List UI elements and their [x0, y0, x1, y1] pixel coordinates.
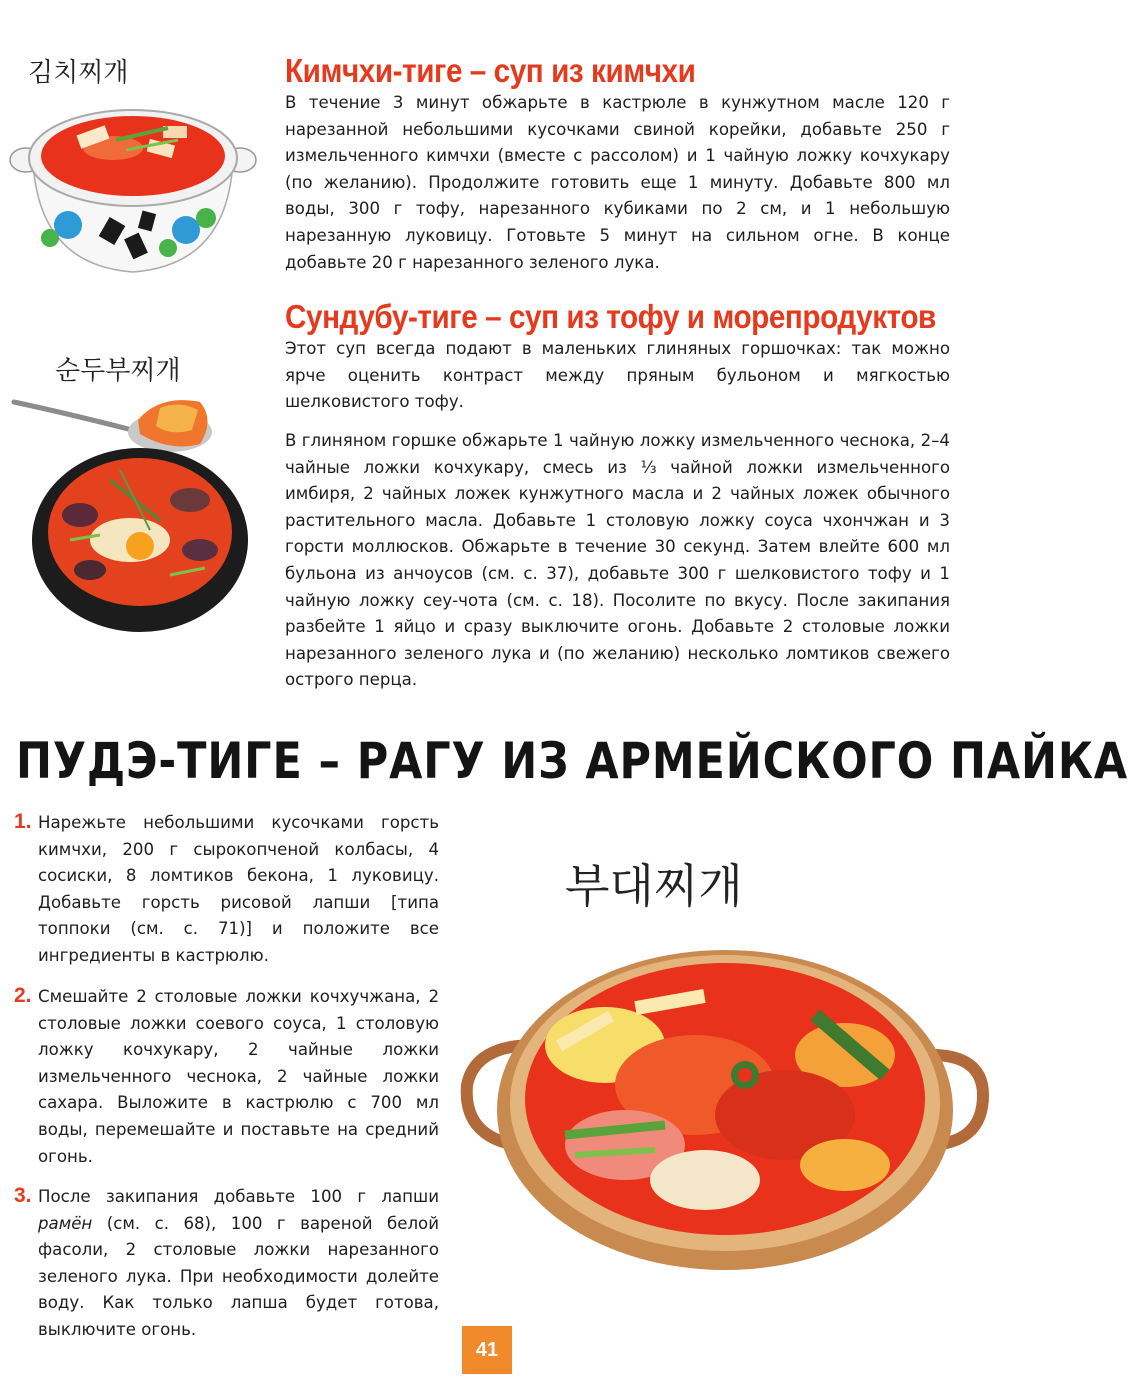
- budae-title: ПУДЭ-ТИГЕ – РАГУ ИЗ АРМЕЙСКОГО ПАЙКА: [16, 732, 1128, 790]
- budae-step-2: [14, 984, 439, 1170]
- kimchi-recipe-text: В течение 3 минут обжарьте в кастрюле в кунжутном масле 120 г нарезанной небольшими кусочками свиной корейки, добавьте 250 г измельченного кимчхи (вместе с рассолом) и 1 чайную ложку кочхукару (по желанию). Продолжите готовить еще 1 минуту. Добавьте 800 мл воды, 300 г тофу, нарезанного кубиками по 2 см, и 1 небольшую нарезанную луковицу. Готовьте 5 минут на сильном огне. В конце добавьте 20 г нарезанного зеленого лука.: [285, 93, 950, 272]
- step-number: 3.: [14, 1184, 32, 1207]
- kimchi-bowl-illustration: [8, 90, 258, 290]
- sundubu-recipe-text: В глиняном горшке обжарьте 1 чайную ложку измельченного чеснока, 2–4 чайные ложки кочхукару, смесь из ⅓ чайной ложки измельченного имбиря, 2 чайных ложек кунжутного масла и 2 чайных ложек обычного растительного масла. Добавьте 1 столовую ложку соуса чхончжан и 3 горсти моллюсков. Обжарьте в течение 30 секунд. Затем влейте 600 мл бульона из анчоусов (см. с. 37), добавьте 300 г шелковистого тофу и 1 чайную ложку сеу-чота (см. с. 18). Посолите по вкусу. После закипания разбейте 1 яйцо и сразу выключите огонь. Добавьте 2 столовые ложки нарезанного зеленого лука и (по желанию) несколько ломтиков свежего острого перца.: [285, 431, 950, 690]
- budae-korean-label: 부대찌개: [565, 859, 743, 913]
- step-text: [38, 1184, 439, 1344]
- sundubu-korean-label: 순두부찌개: [55, 356, 181, 386]
- kimchi-korean-label: 김치찌개: [28, 58, 129, 88]
- step-text-italic: рамён: [38, 1213, 93, 1233]
- sundubu-title: Сундубу-тиге – суп из тофу и морепродуктов: [285, 298, 936, 335]
- step-text-end: (см. с. 68), 100 г вареной белой фасоли, 2 столовые ложки нарезанного зеленого лука. При необходимости долейте воду. Как только лапша будет готова, выключите огонь.: [38, 1213, 439, 1339]
- budae-step-1: [14, 810, 439, 970]
- kimchi-title: Кимчхи-тиге – суп из кимчхи: [285, 52, 696, 89]
- budae-pot-illustration: [455, 935, 995, 1320]
- step-number: 2.: [14, 984, 32, 1007]
- step-text-start: После закипания добавьте 100 г лапши: [38, 1187, 439, 1206]
- step-text: Смешайте 2 столовые ложки кочхучжана, 2 столовые ложки соевого соуса, 1 столовую ложку кочхукару, 2 чайные ложки измельченного чеснока, 2 чайные ложки сахара. Выложите в кастрюлю с 700 мл воды, перемешайте и поставьте на средний огонь.: [38, 987, 439, 1166]
- sundubu-pot-illustration: [10, 390, 270, 650]
- page-number-badge: 41: [462, 1326, 512, 1374]
- step-text: Нарежьте небольшими кусочками горсть кимчхи, 200 г сырокопченой колбасы, 4 сосиски, 8 ломтиков бекона, 1 луковицу. Добавьте горсть рисовой лапши [типа топпоки (см. с. 71)] и положите все ингредиенты в кастрюлю.: [38, 813, 439, 965]
- sundubu-intro-text: Этот суп всегда подают в маленьких глиняных горшочках: так можно ярче оценить контраст между пряным бульоном и мягкостью шелковистого тофу.: [285, 339, 950, 412]
- budae-step-3: [14, 1184, 439, 1344]
- step-number: 1.: [14, 810, 32, 833]
